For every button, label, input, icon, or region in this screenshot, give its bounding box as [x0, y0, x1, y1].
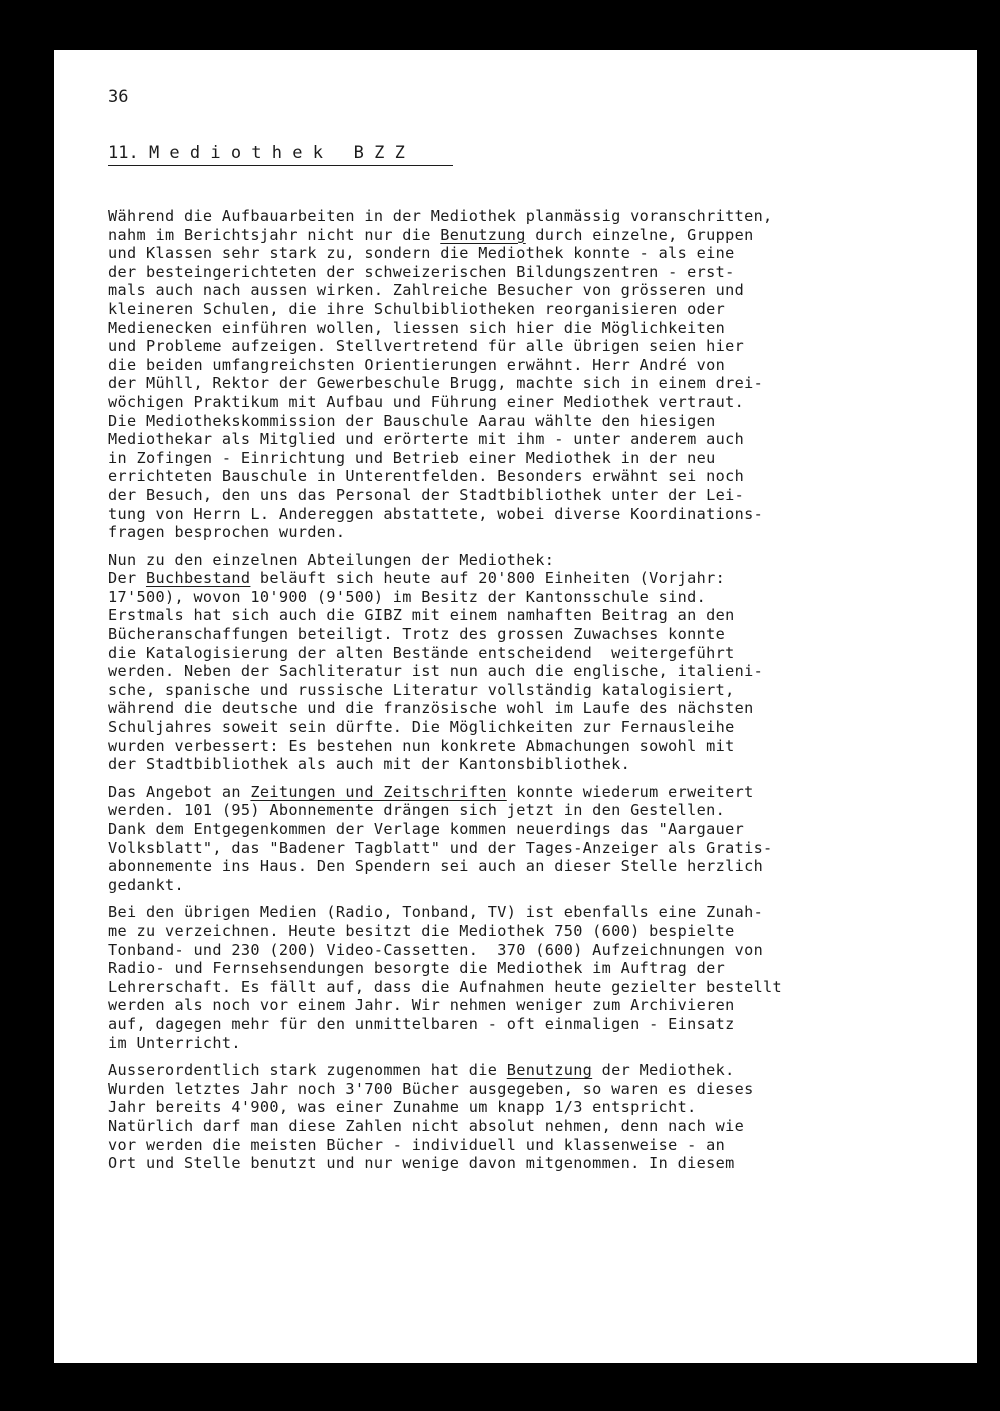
text-line: Nun zu den einzelnen Abteilungen der Mediothek: [108, 550, 555, 569]
text-line: werden. 101 (95) Abonnemente drängen sich jetzt in den Gestellen. [108, 801, 726, 820]
text-line: die beiden umfangreichsten Orientierungen erwähnt. Herr André von [108, 355, 726, 374]
text-line: Während die Aufbauarbeiten in der Mediothek planmässig voranschritten, [108, 207, 773, 225]
text-line: Bücheranschaffungen beteiligt. Trotz des grossen Zuwachses konnte [108, 625, 726, 644]
underlined-term: Benutzung [440, 225, 526, 244]
underlined-term: Benutzung [506, 1061, 593, 1080]
text-line: me zu verzeichnen. Heute besitzt die Mediothek 750 (600) bespielte [108, 921, 735, 940]
paragraph-buchbestand [108, 551, 977, 774]
text-line: sche, spanische und russische Literatur vollständig katalogisiert, [108, 680, 735, 699]
text-line: Medienecken einführen wollen, liessen sich hier die Möglichkeiten [108, 318, 726, 337]
text-line: Tonband- und 230 (200) Video-Cassetten. 370 (600) Aufzeichnungen von [108, 940, 764, 959]
text-line: Mediothekar als Mitglied und erörterte mit ihm - unter anderem auch [108, 430, 745, 449]
underlined-term: Zeitungen und Zeitschriften [250, 782, 507, 801]
page-number: 36 [108, 87, 129, 107]
paragraph-zeitungen [108, 783, 977, 895]
text-line: 17'500), wovon 10'900 (9'500) im Besitz der Kantonsschule sind. [108, 587, 707, 606]
text-line: fragen besprochen wurden. [108, 523, 346, 542]
text-line: abonnemente ins Haus. Den Spendern sei auch an dieser Stelle herzlich [108, 857, 764, 876]
text-line: der besteingerichteten der schweizerischen Bildungszentren - erst- [108, 262, 735, 281]
paragraph-benutzung [108, 1061, 977, 1173]
text-line: Erstmals hat sich auch die GIBZ mit einem namhaften Beitrag an den [108, 606, 735, 625]
text-line: wurden verbessert: Es bestehen nun konkrete Abmachungen sowohl mit [108, 736, 735, 755]
text-line: der Mühll, Rektor der Gewerbeschule Brugg, machte sich in einem drei- [108, 374, 764, 393]
text-line: Das Angebot an Zeitungen und Zeitschriften konnte wiederum erweitert [108, 782, 754, 801]
text-line: Der Buchbestand beläuft sich heute auf 20'800 Einheiten (Vorjahr: [108, 569, 726, 588]
text-line: Jahr bereits 4'900, was einer Zunahme um knapp 1/3 entspricht. [108, 1098, 697, 1117]
text-line: Volksblatt", das "Badener Tagblatt" und der Tages-Anzeiger als Gratis- [108, 838, 773, 857]
underlined-term: Buchbestand [145, 569, 251, 588]
text-line: gedankt. [108, 875, 184, 894]
text-line: und Probleme aufzeigen. Stellvertretend für alle übrigen seien hier [108, 337, 745, 356]
text-line: Dank dem Entgegenkommen der Verlage kommen neuerdings das "Aargauer [108, 820, 745, 838]
text-line: der Stadtbibliothek als auch mit der Kantonsbibliothek. [108, 755, 631, 774]
text-line: kleineren Schulen, die ihre Schulbibliotheken reorganisieren oder [108, 299, 726, 318]
text-line: im Unterricht. [108, 1033, 241, 1052]
text-line: Lehrerschaft. Es fällt auf, dass die Aufnahmen heute gezielter bestellt [108, 977, 783, 996]
text-line: Schuljahres soweit sein dürfte. Die Möglichkeiten zur Fernausleihe [108, 718, 735, 737]
document-page [54, 50, 977, 1363]
text-line: werden. Neben der Sachliteratur ist nun auch die englische, italieni- [108, 662, 764, 681]
text-line: Bei den übrigen Medien (Radio, Tonband, TV) ist ebenfalls eine Zunah- [108, 903, 764, 922]
text-line: Die Mediothekskommission der Bauschule Aarau wählte den hiesigen [108, 411, 716, 430]
text-line: mals auch nach aussen wirken. Zahlreiche Besucher von grösseren und [108, 281, 745, 300]
text-line: während die deutsche und die französische wohl im Laufe des nächsten [108, 699, 754, 718]
text-line: wöchigen Praktikum mit Aufbau und Führung einer Mediothek vertraut. [108, 392, 745, 411]
text-line: in Zofingen - Einrichtung und Betrieb einer Mediothek in der neu [108, 448, 716, 467]
text-line: nahm im Berichtsjahr nicht nur die Benutzung durch einzelne, Gruppen [108, 225, 754, 244]
text-line: errichteten Bauschule in Unterentfelden. Besonders erwähnt sei noch [108, 467, 745, 486]
text-line: Radio- und Fernsehsendungen besorgte die Mediothek im Auftrag der [108, 959, 726, 978]
text-line: Ort und Stelle benutzt und nur wenige davon mitgenommen. In diesem [108, 1154, 735, 1173]
paragraph-medien [108, 903, 977, 1052]
text-line: Natürlich darf man diese Zahlen nicht absolut nehmen, denn nach wie [108, 1116, 745, 1135]
body-text [108, 207, 977, 1182]
text-line: die Katalogisierung der alten Bestände entscheidend weitergeführt [108, 643, 735, 662]
text-line: Wurden letztes Jahr noch 3'700 Bücher ausgegeben, so waren es dieses [108, 1079, 754, 1098]
section-heading: 11. M e d i o t h e k B Z Z [108, 143, 453, 166]
text-line: und Klassen sehr stark zu, sondern die Mediothek konnte - als eine [108, 244, 735, 263]
text-line: der Besuch, den uns das Personal der Stadtbibliothek unter der Lei- [108, 485, 745, 504]
text-line: tung von Herrn L. Andereggen abstattete, wobei diverse Koordinations- [108, 504, 764, 523]
text-line: Ausserordentlich stark zugenommen hat die Benutzung der Mediothek. [108, 1061, 735, 1080]
paragraph-intro [108, 207, 977, 542]
text-line: werden als noch vor einem Jahr. Wir nehmen weniger zum Archivieren [108, 996, 735, 1015]
text-line: auf, dagegen mehr für den unmittelbaren - oft einmaligen - Einsatz [108, 1014, 735, 1033]
text-line: vor werden die meisten Bücher - individuell und klassenweise - an [108, 1135, 726, 1154]
